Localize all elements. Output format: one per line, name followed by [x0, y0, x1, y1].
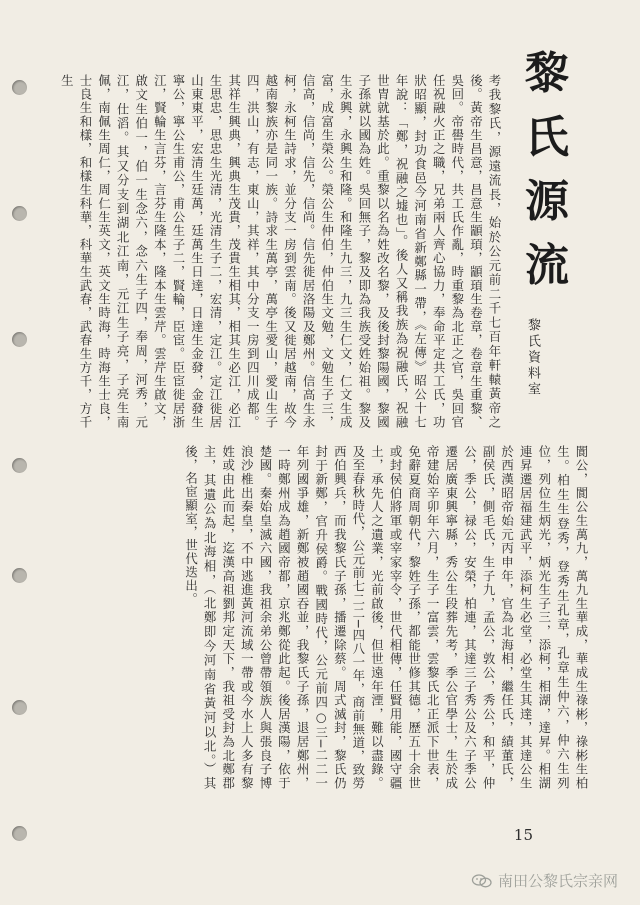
- watermark-text: 南田公黎氏宗亲网: [497, 872, 618, 890]
- wechat-bubbles-icon: [472, 874, 492, 888]
- title-char: 黎: [525, 48, 569, 99]
- binding-hole: [12, 458, 27, 473]
- binding-hole: [12, 206, 27, 221]
- binding-hole: [12, 332, 27, 347]
- binding-hole: [12, 568, 27, 583]
- author-byline: 黎氏資料室: [525, 318, 540, 398]
- body-text-upper: 考我黎氏，源遠流長，始於公元前二千七百年軒轅黃帝之後。黃帝生昌意，昌意生顓頊，顓頊生卷章，卷章生重黎、吳回。帝嚳時代，共工氏作亂，時重黎為北正之官，吳回官任祝融火正之職，兄弟兩人齊心協力，奉命平定共工氏，功狀昭顯，封功食邑今河南省新鄭縣一帶，《左傳》昭公十七年說：「鄭，祝融之墟也」。後人又稱我族為祝融氏，祝融世胄就基於此。重黎以名為姓改名黎，及後封黎陽國，黎國子孫就以國為姓。吳回無子，黎及即為我族受姓始祖。黎及生永興，永興生和隆。和隆生九三，九三生仁文，仁文生成富，成富生榮公。榮公生仲伯，仲伯生文勉，文勉生子三，信高，信尚，信先，信尚。信先徙居洛陽及鄭州。信高生永柯，永柯生詩求，並分支一房到雲南。後又徙居越南，故今越南黎族亦是同一族。詩求生萬亭，萬亭生愛山，愛山生子四，洪山，有志，東山，其祥，其中分支一房到四川成都。其祥生興典，興典生茂貴，茂貴生相其，相其生必江，必江生思忠，思忠生光清，光清生子二，宏清，定江。定江徙居山東東平，宏清生廷萬，廷萬生日達，日達生金發，金發生寧公，寧公生甫公，甫公生子二，賢輪，臣宦。臣宦徙居浙江，賢輪生言芬，言芬生隆本，隆本生雲芹。雲芹生啟文，啟文生伯一，伯一生念六，念六生子四，奉周，河秀，元江，仕滔。其又分支到湖北江南，元江生子亮，子亮生南佩，南佩生周仁，周仁生英文，英文生時海，時海生士良，士良生和樣，和樣生科華，科華生武春，武春生方千，方千生: [59, 74, 502, 429]
- page-number: 15: [513, 826, 533, 844]
- title-char: 流: [525, 240, 569, 291]
- body-text-lower: 閬公，閬公生萬九，萬九生華成，華成生祿彬，祿彬生柏生。柏生生登秀，登秀生孔章，孔章生仲六，仲六生列位，列位生炳光，炳光生子三，添柯，相湖，達昇。相湖連昇遷居福建武平，添柯生必堂，必堂生其達，其達公生於西漢昭帝始元丙申年，官為北海相，繼任氏，績董氏，副侯氏，側毛氏，生子九，孟公，敦公，秀公，和平，仲公，季公，禄公，安榮，柏連，其達三子秀公及六子季公遷居廣東興寧縣，秀公生段葬先考，季公官學士，生於成帝建始辛卯年六月，生子一富雲，雲黎氏北正派下世表，免辭夏商周朝代，黎姓子孫，都能世修其德，歷五十余世或封侯伯將軍或宰家宰令，世代相傳，任賢用能，國守疆土，承先人之遺業，光前啟後，但世遠年湮，難以盡錄。及至春秋時代，公元前七二二─四八一年，商前無道，致勞西伯興兵，而我黎氏子孫，播遷除蔡。周式滅封，黎氏仍封于新鄭，官升侯爵。戰國時代，公元前四○三─二二一年列國爭雄，新鄭被趙國吞並，我黎氏子孫，退居鄭州，一時鄭州成為趙國帝都，京兆鄭從此起。後居漢陽，依于楚國。秦始皇滅六國，我祖余弟公曾帶領族人與張良子博浪沙椎出秦皇，不中逃進黃河流域一帶或今水上人多有黎姓或由此而起，迄漢高祖劉邦定天下，我祖受封為北鄭郡主，其遺公為北海相，（北鄭即今河南省黃河以北。）其後，名宦顯室，世代迭出。: [183, 445, 589, 790]
- title-char: 源: [525, 176, 569, 227]
- binding-hole: [12, 700, 27, 715]
- site-watermark: [472, 870, 618, 891]
- binding-hole: [12, 80, 27, 95]
- title-char: 氏: [525, 112, 569, 163]
- article-title: [516, 42, 578, 298]
- binding-hole: [12, 826, 27, 841]
